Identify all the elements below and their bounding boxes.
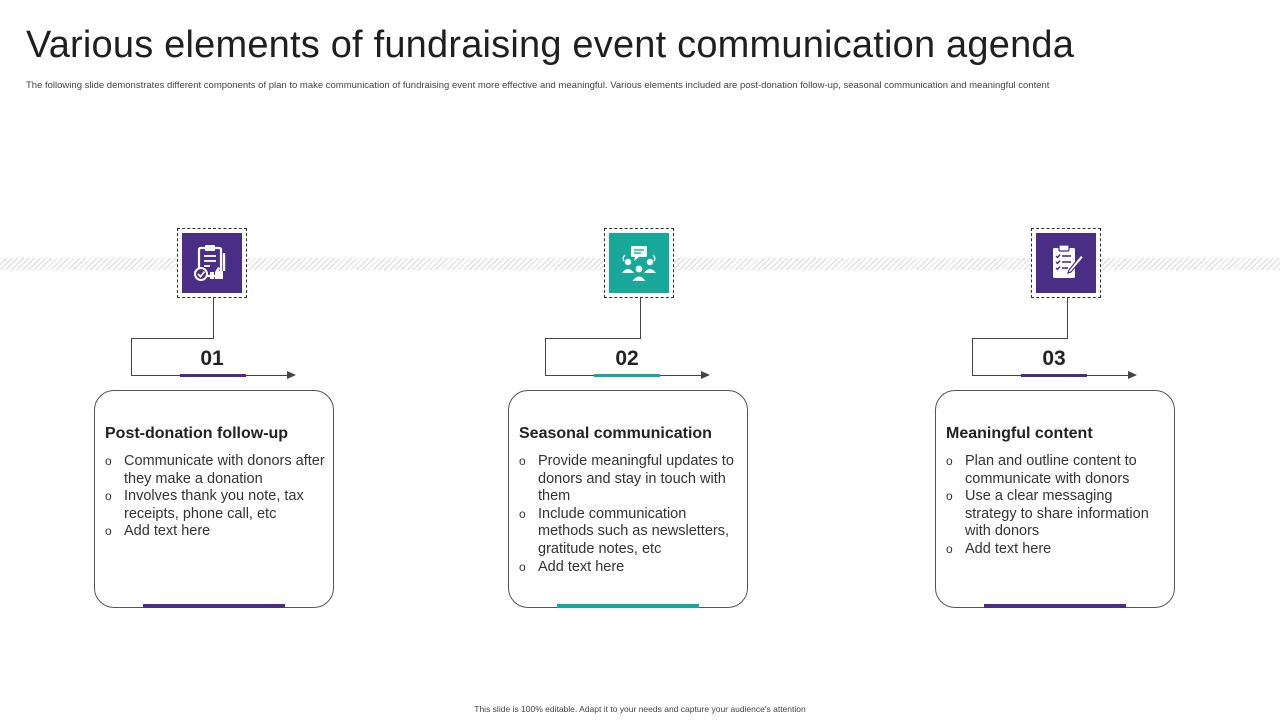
connector-line — [1067, 298, 1068, 338]
connector-line — [213, 298, 214, 338]
card-accent-bar — [557, 604, 699, 608]
connector-line — [972, 338, 1068, 339]
element-card — [508, 390, 748, 608]
icon-frame — [604, 228, 674, 298]
list-item — [946, 541, 1168, 559]
connector-line — [545, 338, 546, 375]
element-02 — [508, 0, 768, 720]
card-heading: Meaningful content — [946, 425, 1093, 442]
bullet-marker: o — [946, 454, 953, 468]
number-underline — [180, 374, 246, 377]
list-item — [519, 559, 741, 577]
arrow-head-icon — [1128, 371, 1137, 379]
bullet-list — [105, 453, 327, 541]
checklist-pen-icon — [1036, 233, 1096, 293]
list-item — [105, 453, 327, 488]
list-item-text: Include communication methods such as newsletters, gratitude notes, etc — [538, 505, 730, 557]
connector-line — [972, 338, 973, 375]
list-item — [946, 488, 1168, 541]
list-item-text: Communicate with donors after they make a donation — [124, 453, 325, 487]
list-item-text: Add text here — [124, 523, 211, 540]
card-accent-bar — [143, 604, 285, 608]
list-item-text: Use a clear messaging strategy to share information with donors — [965, 488, 1149, 540]
list-item — [105, 523, 327, 541]
element-number: 01 — [200, 347, 224, 370]
bullet-marker: o — [519, 454, 526, 468]
element-card — [94, 390, 334, 608]
icon-frame — [1031, 228, 1101, 298]
number-underline — [594, 374, 660, 377]
list-item — [105, 488, 327, 523]
list-item-text: Provide meaningful updates to donors and stay in touch with them — [538, 453, 734, 505]
element-01 — [94, 0, 354, 720]
clipboard-approval-icon — [182, 233, 242, 293]
bullet-list — [519, 453, 741, 576]
card-heading: Post-donation follow-up — [105, 425, 289, 442]
list-item — [519, 506, 741, 559]
list-item-text: Add text here — [965, 540, 1052, 557]
page-subtitle: The following slide demonstrates different components of plan to make communication of fundraising event more effective and meaningful. Various elements included are post-donation follow-up, seasonal communication and meaningful content — [26, 80, 1050, 91]
connector-line — [640, 298, 641, 338]
bullet-marker: o — [105, 489, 112, 504]
card-heading: Seasonal communication — [519, 425, 712, 442]
element-number: 03 — [1042, 347, 1066, 370]
bullet-marker: o — [519, 559, 526, 574]
footer-note: This slide is 100% editable. Adapt it to your needs and capture your audience's attention — [474, 704, 806, 714]
icon-frame — [177, 228, 247, 298]
bullet-marker: o — [519, 506, 526, 521]
bullet-list — [946, 453, 1168, 559]
team-communication-icon — [609, 233, 669, 293]
list-item-text: Add text here — [538, 558, 625, 575]
page-title: Various elements of fundraising event communication agenda — [26, 24, 1075, 66]
element-number: 02 — [615, 347, 639, 370]
connector-line — [131, 338, 132, 375]
connector-line — [131, 338, 214, 339]
number-underline — [1021, 374, 1087, 377]
list-item-text: Plan and outline content to communicate with donors — [965, 453, 1137, 487]
connector-line — [545, 338, 641, 339]
bullet-marker: o — [105, 524, 112, 539]
list-item-text: Involves thank you note, tax receipts, phone call, etc — [124, 488, 304, 522]
element-03 — [935, 0, 1195, 720]
list-item — [946, 453, 1168, 488]
bullet-marker: o — [946, 541, 953, 556]
bullet-marker: o — [946, 489, 953, 504]
element-card — [935, 390, 1175, 608]
bullet-marker: o — [105, 454, 112, 468]
list-item — [519, 453, 741, 506]
arrow-head-icon — [701, 371, 710, 379]
arrow-head-icon — [287, 371, 296, 379]
card-accent-bar — [984, 604, 1126, 608]
